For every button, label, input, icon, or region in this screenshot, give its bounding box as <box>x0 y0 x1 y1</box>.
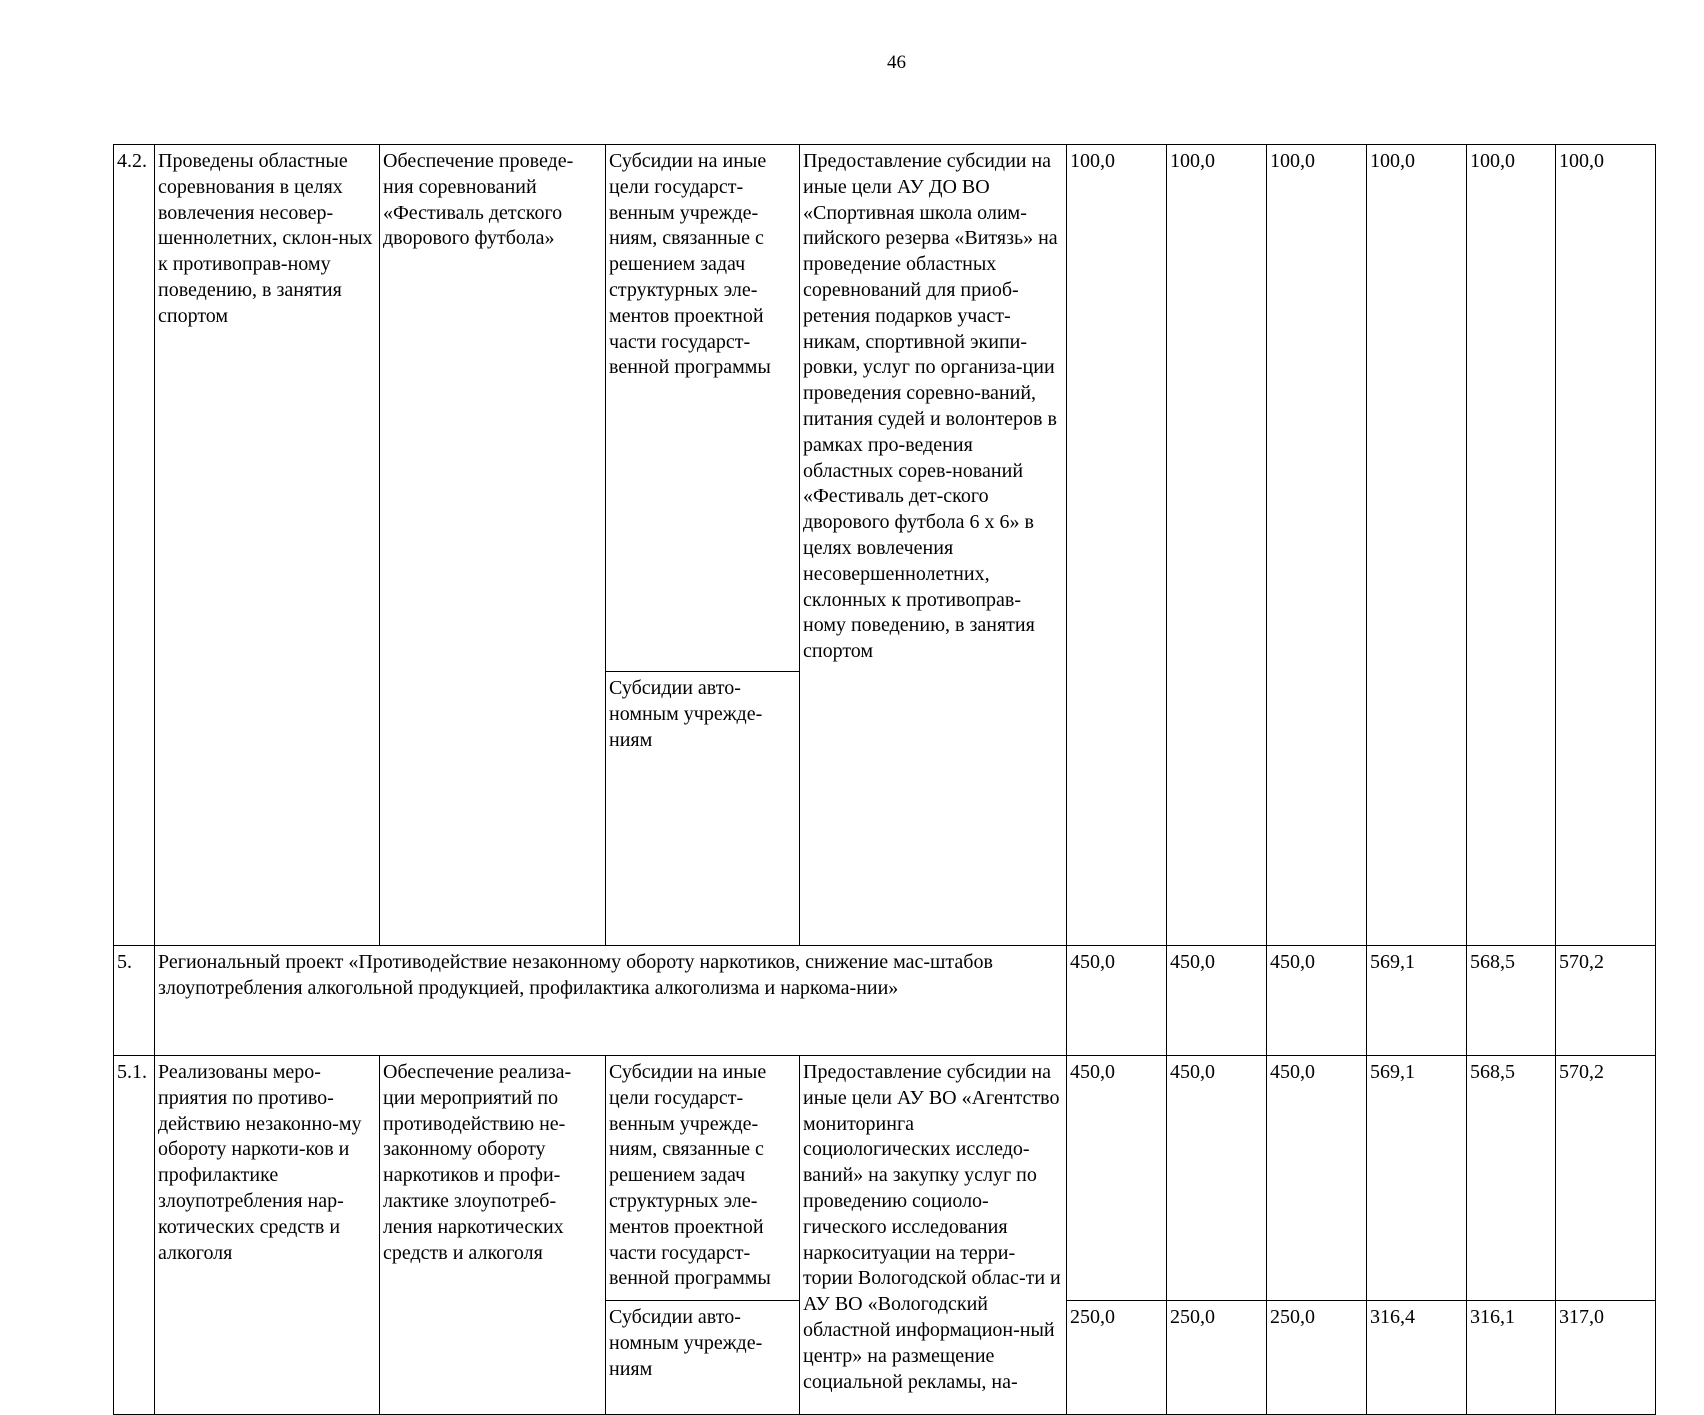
row-5-1-value: 569,1 <box>1367 1056 1467 1301</box>
row-5-1-result: Реализованы меро-приятия по противо-действию незаконно-му обороту наркоти-ков и профилактике злоупотребления нар-котических средств и алкоголя <box>155 1056 380 1415</box>
row-4-2-value: 100,0 <box>1067 145 1167 946</box>
row-4-2-value: 100,0 <box>1367 145 1467 946</box>
row-5-1-event: Обеспечение реализа-ции мероприятий по противодействию не-законному обороту наркотиков и профи-лактике злоупотреб-ления наркотических средств и алкоголя <box>380 1056 606 1415</box>
row-5-value: 569,1 <box>1367 946 1467 1056</box>
row-4-2-value: 100,0 <box>1556 145 1656 946</box>
row-4-2-value: 100,0 <box>1467 145 1556 946</box>
row-5-1-value: 250,0 <box>1167 1301 1267 1415</box>
table-row-5-1 <box>114 1056 1656 1301</box>
row-4-2-event: Обеспечение проведе-ния соревнований «Фестиваль детского дворового футбола» <box>380 145 606 946</box>
row-5-1-value: 450,0 <box>1167 1056 1267 1301</box>
row-4-2-value: 100,0 <box>1167 145 1267 946</box>
row-5-value: 568,5 <box>1467 946 1556 1056</box>
row-4-2-result: Проведены областные соревнования в целях вовлечения несовер-шеннолетних, склон-ных к противоправ-ному поведению, в занятия спортом <box>155 145 380 946</box>
row-4-2-value: 100,0 <box>1267 145 1367 946</box>
row-5-value: 570,2 <box>1556 946 1656 1056</box>
row-5-value: 450,0 <box>1167 946 1267 1056</box>
row-5-1-value: 250,0 <box>1267 1301 1367 1415</box>
row-5-1-value: 450,0 <box>1067 1056 1167 1301</box>
row-5-number: 5. <box>114 946 155 1056</box>
row-5-1-number: 5.1. <box>114 1056 155 1415</box>
budget-table <box>113 144 1656 1415</box>
table-row-5 <box>114 946 1656 1056</box>
row-4-2-number: 4.2. <box>114 145 155 946</box>
row-5-1-value: 450,0 <box>1267 1056 1367 1301</box>
row-5-1-subsidy-other: Субсидии на иные цели государст-венным учрежде-ниям, связанные с решением задач структурных эле-ментов проектной части государст-венной программы <box>606 1056 800 1301</box>
row-5-value: 450,0 <box>1267 946 1367 1056</box>
row-5-1-value: 570,2 <box>1556 1056 1656 1301</box>
row-5-1-value: 317,0 <box>1556 1301 1656 1415</box>
row-4-2-description: Предоставление субсидии на иные цели АУ ДО ВО «Спортивная школа олим-пийского резерва «Витязь» на проведение областных соревнований для приоб-ретения подарков участ-никам, спортивной экипи-ровки, услуг по организа-ции проведения соревно-ваний, питания судей и волонтеров в рамках про-ведения областных сорев-нований «Фестиваль дет-ского дворового футбола 6 х 6» в целях вовлечения несовершеннолетних, склонных к противоправ-ному поведению, в занятия спортом <box>800 145 1067 946</box>
row-5-1-value: 316,4 <box>1367 1301 1467 1415</box>
row-4-2-subsidy-other: Субсидии на иные цели государст-венным учрежде-ниям, связанные с решением задач структурных эле-ментов проектной части государст-венной программы <box>606 145 800 672</box>
row-5-1-description: Предоставление субсидии на иные цели АУ ВО «Агентство мониторинга социологических исследо-ваний» на закупку услуг по проведению социоло-гического исследования наркоситуации на терри-тории Вологодской облас-ти и АУ ВО «Вологодский областной информацион-ный центр» на размещение социальной рекламы, на- <box>800 1056 1067 1415</box>
budget-table-wrapper <box>113 144 1656 1415</box>
row-5-1-value: 316,1 <box>1467 1301 1556 1415</box>
row-5-value: 450,0 <box>1067 946 1167 1056</box>
row-4-2-subsidy-autonomous: Субсидии авто-номным учрежде-ниям <box>606 672 800 946</box>
table-row-4-2 <box>114 145 1656 672</box>
row-5-1-value: 568,5 <box>1467 1056 1556 1301</box>
row-5-title: Региональный проект «Противодействие незаконному обороту наркотиков, снижение мас-штабов злоупотребления алкогольной продукцией, профилактика алкоголизма и наркома-нии» <box>155 946 1067 1056</box>
row-5-1-value: 250,0 <box>1067 1301 1167 1415</box>
page-number: 46 <box>887 52 906 73</box>
row-5-1-subsidy-autonomous: Субсидии авто-номным учрежде-ниям <box>606 1301 800 1415</box>
